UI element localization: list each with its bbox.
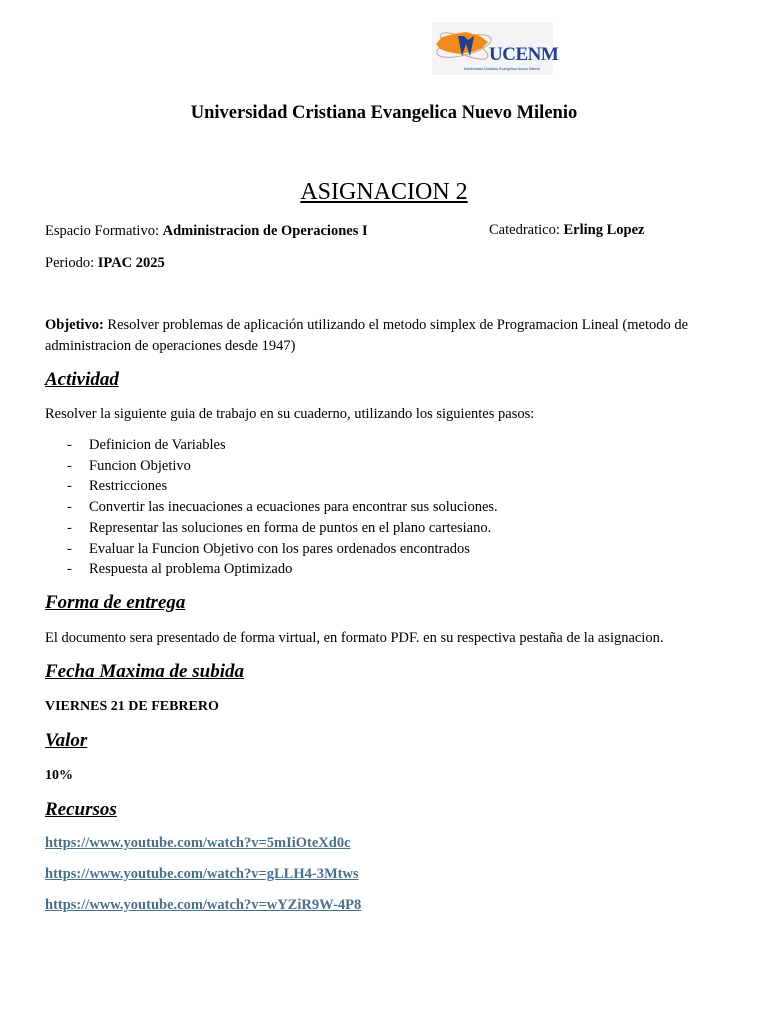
list-dash: - bbox=[67, 499, 72, 516]
list-dash: - bbox=[67, 519, 72, 536]
objective-text: Resolver problemas de aplicación utilizando el metodo simplex de Programacion Lineal (metodo de administracion de operaciones desde 1947) bbox=[45, 317, 689, 354]
actividad-step-text: Definicion de Variables bbox=[89, 437, 226, 453]
objective-label: Objetivo: bbox=[45, 317, 104, 333]
actividad-step-text: Evaluar la Funcion Objetivo con los pares ordenados encontrados bbox=[89, 540, 470, 557]
logo-subtext: Universidad Cristiana Evangélica Nuevo Milenio bbox=[463, 67, 541, 71]
actividad-step bbox=[45, 476, 498, 497]
actividad-step bbox=[45, 497, 498, 518]
actividad-step bbox=[45, 435, 498, 456]
resource-link-1[interactable]: https://www.youtube.com/watch?v=5mIiOteXd0c bbox=[45, 835, 351, 851]
recursos-heading: Recursos bbox=[45, 799, 117, 820]
actividad-intro: Resolver la siguiente guia de trabajo en su cuaderno, utilizando los siguientes pasos: bbox=[45, 406, 535, 422]
valor-heading: Valor bbox=[45, 730, 88, 751]
page-title: ASIGNACION 2 bbox=[300, 179, 468, 205]
university-logo bbox=[432, 22, 559, 75]
periodo-field bbox=[45, 253, 165, 273]
catedratico-field bbox=[489, 222, 644, 239]
catedratico-label: Catedratico: bbox=[489, 222, 564, 238]
periodo-value: IPAC 2025 bbox=[97, 255, 165, 271]
fecha-value: VIERNES 21 DE FEBRERO bbox=[45, 699, 219, 714]
objective-paragraph bbox=[45, 315, 735, 357]
actividad-step bbox=[45, 539, 498, 560]
periodo-label: Periodo: bbox=[45, 255, 98, 271]
forma-entrega-heading: Forma de entrega bbox=[45, 592, 186, 613]
fecha-heading: Fecha Maxima de subida bbox=[45, 661, 244, 682]
actividad-heading: Actividad bbox=[45, 369, 119, 390]
actividad-step bbox=[45, 518, 498, 539]
logo-text: UCENM bbox=[489, 44, 559, 65]
actividad-step bbox=[45, 456, 498, 477]
actividad-step-text: Convertir las inecuaciones a ecuaciones para encontrar sus soluciones. bbox=[89, 499, 498, 516]
valor-value: 10% bbox=[45, 768, 73, 783]
list-dash: - bbox=[67, 457, 72, 474]
espacio-formativo-field bbox=[45, 221, 368, 241]
actividad-step-text: Representar las soluciones en forma de puntos en el plano cartesiano. bbox=[89, 519, 492, 536]
list-dash: - bbox=[67, 540, 72, 557]
resource-link-3[interactable]: https://www.youtube.com/watch?v=wYZiR9W-4P8 bbox=[45, 897, 362, 913]
actividad-step-text: Respuesta al problema Optimizado bbox=[89, 561, 293, 578]
espacio-formativo-value: Administracion de Operaciones I bbox=[162, 223, 368, 239]
catedratico-value: Erling Lopez bbox=[563, 222, 645, 238]
list-dash: - bbox=[67, 561, 72, 578]
resource-link-2[interactable]: https://www.youtube.com/watch?v=gLLH4-3Mtws bbox=[45, 866, 359, 882]
actividad-step-text: Restricciones bbox=[89, 478, 168, 495]
list-dash: - bbox=[67, 478, 72, 495]
actividad-steps-list bbox=[45, 435, 498, 580]
list-dash: - bbox=[67, 437, 72, 453]
actividad-step-text: Funcion Objetivo bbox=[89, 457, 191, 474]
forma-entrega-text: El documento sera presentado de forma virtual, en formato PDF. en su respectiva pestaña de la asignacion. bbox=[45, 630, 664, 646]
actividad-step bbox=[45, 559, 498, 580]
espacio-formativo-label: Espacio Formativo: bbox=[45, 223, 163, 239]
university-name: Universidad Cristiana Evangelica Nuevo Milenio bbox=[190, 103, 578, 123]
